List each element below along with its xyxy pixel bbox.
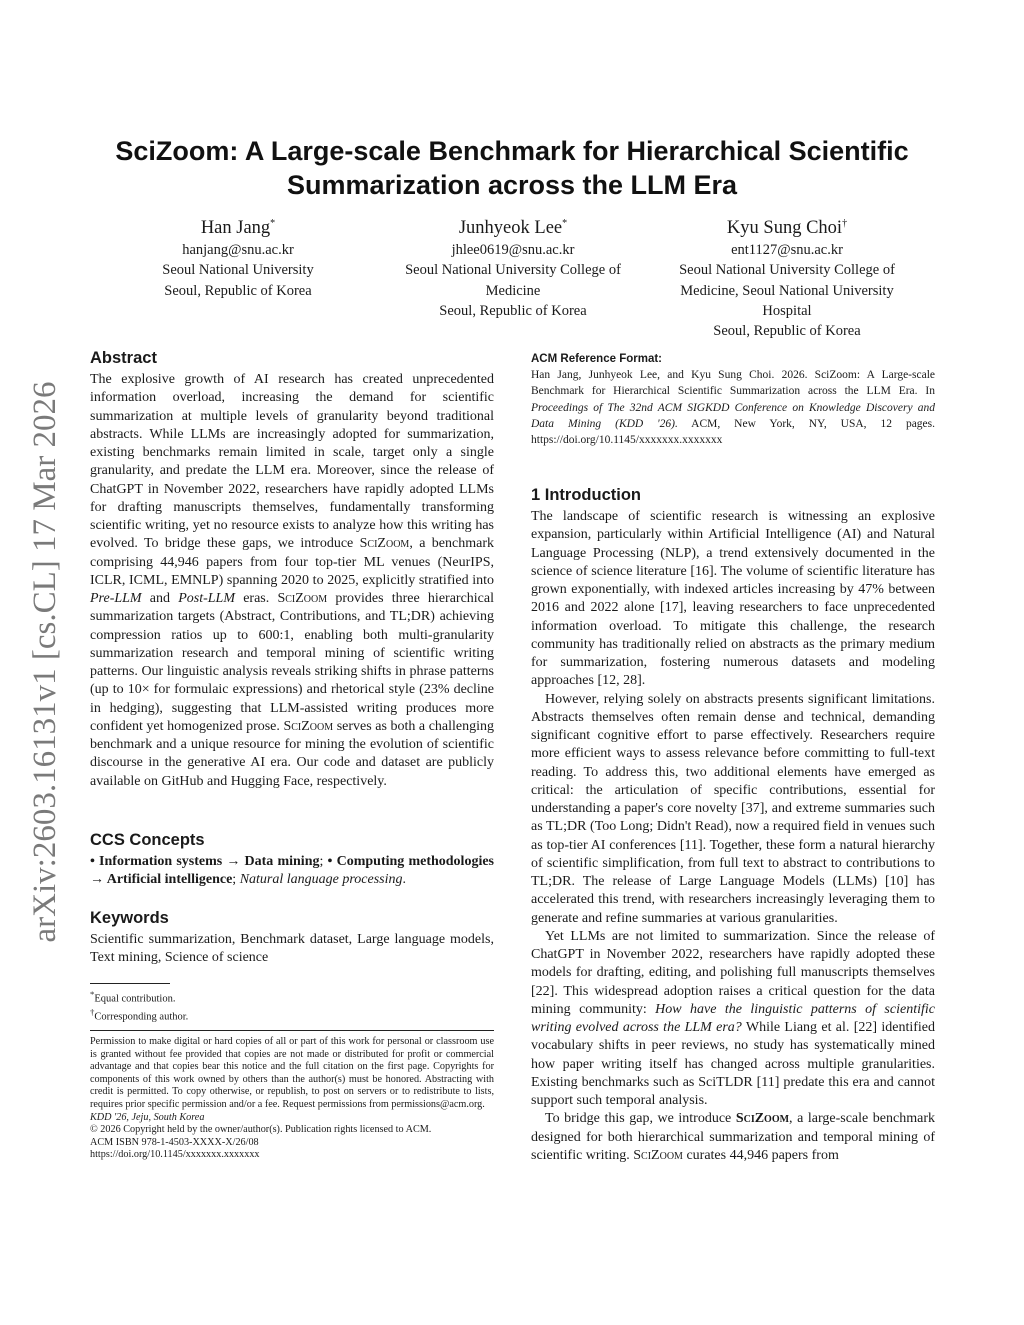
abstract-heading: Abstract (90, 349, 157, 367)
intro-text: While Liang et al. [22] identified vocabulary shifts in peer reviews, no study has systematically mined how paper writing itself has changed across multiple granularities. Existing benchmarks such as SciTLDR [11] predate this era and cannot support such temporal analysis. (531, 1020, 935, 1108)
ccs-separator: ; (232, 872, 240, 888)
author-affiliation-line: Seoul, Republic of Korea (439, 303, 587, 320)
abstract-text: provides three hierarchical summarization targets (Abstract, Contributions, and TL;DR) achieving compression ratios up to 600:1, enabling both multi-granularity summarization research and temporal mining of scientific writing patterns. Our linguistic analysis reveals striking shifts in phrase patterns (up to 10× for formulaic expressions) and rhetorical style (23% decline in hedging), suggesting that LLM-assisted writing produces more confident yet homogenized prose. (90, 591, 494, 734)
author-mark: * (562, 218, 568, 229)
author-affiliation-line: Medicine, Seoul National University (680, 282, 894, 299)
author-affiliation-line: Medicine (485, 282, 541, 299)
author-email: ent1127@snu.ac.kr (731, 242, 843, 259)
keywords-section (90, 907, 494, 968)
dataset-name: SciZoom (359, 536, 410, 552)
ccs-section (90, 829, 494, 890)
intro-text: To bridge this gap, we introduce (545, 1111, 736, 1127)
acm-reference-heading: ACM Reference Format: (531, 353, 662, 365)
ccs-concept: Natural language processing (239, 872, 403, 888)
research-question: How have the linguistic patterns of scientific writing evolved across the LLM era? (531, 1001, 935, 1035)
acm-reference-proceedings: Proceedings of The 32nd ACM SIGKDD Conference on Knowledge Discovery and Data Mining (KDD '26). (531, 401, 935, 430)
author-mark: † (842, 218, 848, 229)
author-affiliation-line: Seoul, Republic of Korea (164, 282, 312, 299)
footnote-mark: * (90, 989, 95, 999)
venue-line: KDD '26, Jeju, South Korea (90, 1111, 205, 1123)
introduction-section (531, 484, 935, 1165)
acm-reference-part: ACM, New York, NY, USA, 12 pages. https://doi.org/10.1145/xxxxxxx.xxxxxxx (531, 417, 936, 447)
ccs-concept: • Computing methodologies → Artificial intelligence (90, 854, 495, 888)
footnote-corresponding: Corresponding author. (94, 1011, 189, 1022)
intro-paragraph-1: The landscape of scientific research is witnessing an explosive expansion, particularly within Artificial Intelligence (AI) and Natural Language Processing (NLP), a trend extensively documented in the science of science literature [16]. The volume of scientific literature has grown exponentially, with indexed articles increasing by 47% between 2016 and 2022 alone [17], leaving researchers to face unprecedented information overload. To mitigate this challenge, the research community has traditionally relied on abstracts as the primary medium for summarization, fostering numerous datasets and modeling approaches [12, 28]. (531, 509, 935, 689)
title-line-1: SciZoom: A Large-scale Benchmark for Hierarchical Scientific (115, 136, 909, 166)
author-email: hanjang@snu.ac.kr (182, 242, 294, 259)
footnote-rule (90, 983, 170, 984)
intro-paragraph-2: However, relying solely on abstracts presents significant limitations. Abstracts themselves often remain dense and technical, demanding significant cognitive effort to parse effectively. Researchers require more efficient ways to assess relevance before committing to full-text reading. To address this, two additional elements have emerged as critical: the articulation of specific contributions, essential for understanding a paper's core novelty [37], and extreme summaries such as TL;DR (Too Long; Didn't Read), now a required field in venues such as top-tier AI conferences [11]. Together, these form a natural hierarchy of scientific simplification, from full text to abstract to contributions to TL;DR. The release of Large Language Models (LLMs) [10] has accelerated this trend, with researchers increasingly leveraging them to generate and refine summaries at various granularities. (531, 691, 935, 926)
author-affiliation-line: Seoul, Republic of Korea (713, 323, 861, 340)
author-name: Kyu Sung Choi (726, 218, 843, 239)
intro-paragraph-4 (531, 1110, 935, 1165)
footnotes (90, 988, 494, 1023)
permission-rule (90, 1030, 494, 1031)
author-name: Junhyeok Lee (458, 218, 563, 239)
permission-text: Permission to make digital or hard copies of all or part of this work for personal or classroom use is granted without fee provided that copies are not made or distributed for profit or commercial advantage and that copies bear this notice and the full citation on the first page. Copyrights for components of this work owned by others than the author(s) must be honored. Abstracting with credit is permitted. To copy otherwise, or republish, to post on servers or to redistribute to lists, requires prior specific permission and/or a fee. Request permissions from permissions@acm.org. (90, 1036, 494, 1110)
ccs-heading: CCS Concepts (90, 831, 205, 849)
keywords-heading: Keywords (90, 909, 169, 927)
dataset-name: SciZoom (277, 591, 328, 606)
acm-reference (531, 351, 935, 448)
ccs-separator: ; (319, 854, 328, 869)
doi-line: https://doi.org/10.1145/xxxxxxx.xxxxxxx (90, 1149, 260, 1161)
abstract-section (90, 347, 494, 791)
author-affiliation-line: Seoul National University College of (405, 262, 621, 279)
author-name: Han Jang (200, 218, 271, 239)
keywords-body: Scientific summarization, Benchmark dataset, Large language models, Text mining, Science of science (90, 932, 494, 966)
title-line-2: Summarization across the LLM Era (286, 170, 738, 200)
footnote-equal: Equal contribution. (94, 993, 176, 1005)
abstract-text: , a benchmark comprising 44,946 papers from four top-tier ML venues (NeurIPS, ICLR, ICML, EMNLP) spanning 2020 to 2025, explicitly stratified into (90, 536, 494, 588)
author-affiliation-line: Seoul National University College of (679, 262, 895, 279)
abstract-text: and (141, 591, 179, 606)
author-affiliation-line: Seoul National University (162, 262, 314, 279)
author-mark: * (270, 218, 276, 229)
dataset-name: SciZoom (283, 718, 334, 734)
abstract-text: The explosive growth of AI research has created unprecedented information overload, increasing the demand for scientific summarization at multiple levels of granularity beyond traditional abstracts. While LLMs are increasingly adopted for summarization, existing benchmarks remain limited in scale, target only a single granularity, and predate the LLM era. Moreover, since the release of ChatGPT in November 2022, researchers have rapidly adopted LLMs for drafting manuscripts themselves, fundamentally transforming scientific writing, yet no resource exists to analyze how this writing has evolved. To bridge these gaps, we introduce (90, 372, 494, 552)
abstract-text: eras. (235, 591, 278, 606)
era-term: Post-LLM (178, 591, 236, 606)
author-block-2 (378, 212, 648, 321)
intro-text: Yet LLMs are not limited to summarization. Since the release of ChatGPT in November 2022, researchers have rapidly adopted these models for drafting, editing, and polishing full manuscripts themselves [22]. This widespread adoption raises a critical question for the data mining community: (531, 928, 935, 1017)
abstract-body (90, 371, 494, 791)
introduction-heading: 1 Introduction (531, 486, 641, 504)
intro-text: curates 44,946 papers from (682, 1147, 839, 1163)
footnote-mark: † (90, 1006, 95, 1017)
intro-text: , a large-scale benchmark designed for both hierarchical summarization and temporal mining of scientific writing. (531, 1111, 935, 1163)
arxiv-stamp: arXiv:2603.16131v1 [cs.CL] 17 Mar 2026 (27, 381, 63, 943)
author-email: jhlee0619@snu.ac.kr (451, 242, 575, 259)
isbn-line: ACM ISBN 978-1-4503-XXXX-X/26/08 (90, 1136, 259, 1148)
abstract-text: serves as both a challenging benchmark and a unique resource for mining the evolution of scientific discourse in the generative AI era. Our code and dataset are publicly available on GitHub and Hugging Face, respectively. (90, 718, 495, 789)
copyright-line: © 2026 Copyright held by the owner/author(s). Publication rights licensed to ACM. (90, 1124, 432, 1136)
author-block-1 (103, 212, 373, 301)
dataset-name: SciZoom (633, 1147, 683, 1163)
ccs-separator: . (402, 872, 406, 888)
permission-block (90, 1036, 494, 1162)
ccs-body (90, 853, 494, 890)
intro-paragraph-3 (531, 928, 935, 1111)
author-block-3 (652, 212, 922, 342)
era-term: Pre-LLM (90, 591, 142, 606)
dataset-name: SciZoom (735, 1111, 790, 1127)
author-affiliation-line: Hospital (762, 303, 812, 320)
acm-reference-part: Han Jang, Junhyeok Lee, and Kyu Sung Choi. 2026. SciZoom: A Large-scale Benchmark for Hierarchical Scientific Summarization across the LLM Era. In (531, 369, 935, 398)
paper-title (80, 134, 944, 202)
acm-reference-text (531, 367, 935, 448)
ccs-concept: • Information systems → Data mining (90, 854, 320, 869)
